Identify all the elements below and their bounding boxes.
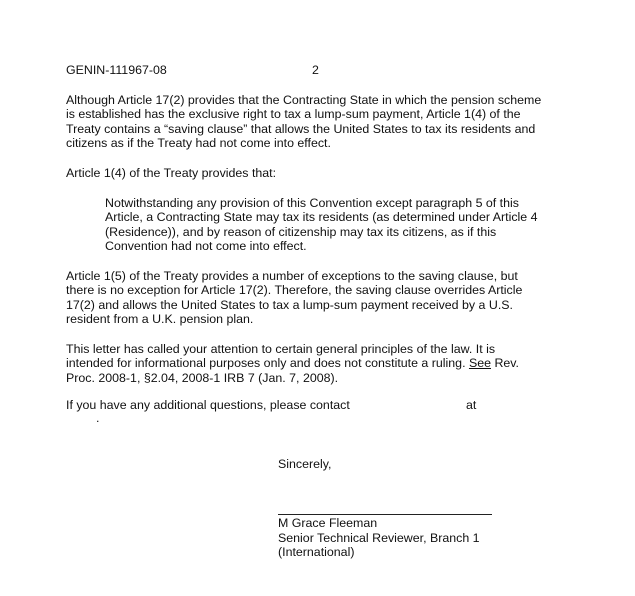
contact-at: at xyxy=(466,398,477,412)
para3-line: there is no exception for Article 17(2). Therefore, the saving clause overrides Article xyxy=(66,283,523,297)
quote-line: (Residence)), and by reason of citizenship may tax its citizens, as if this xyxy=(105,225,497,239)
para4-line: This letter has called your attention to certain general principles of the law. It is xyxy=(66,342,496,356)
salutation: Sincerely, xyxy=(278,457,332,471)
signer-name: M Grace Fleeman xyxy=(278,516,378,530)
signer-title: Senior Technical Reviewer, Branch 1 xyxy=(278,531,480,545)
para4-line2-rev: Rev. xyxy=(491,356,519,370)
para3-line: 17(2) and allows the United States to tax a lump-sum payment received by a U.S. xyxy=(66,298,513,312)
para2-text: Article 1(4) of the Treaty provides that: xyxy=(66,166,277,180)
page-number: 2 xyxy=(312,63,319,77)
quote-line: Article, a Contracting State may tax its residents (as determined under Article 4 xyxy=(105,210,538,224)
para4-line2-text: intended for informational purposes only and does not constitute a ruling. xyxy=(66,356,469,370)
quote-line: Convention had not come into effect. xyxy=(105,239,307,253)
document-id: GENIN-111967-08 xyxy=(66,63,167,77)
para3-line: Article 1(5) of the Treaty provides a number of exceptions to the saving clause, but xyxy=(66,269,518,283)
signer-division: (International) xyxy=(278,545,355,559)
see-citation-signal: See xyxy=(468,356,491,370)
para1-line: is established has the exclusive right to tax a lump-sum payment, Article 1(4) of the xyxy=(66,107,521,121)
contact-text: If you have any additional questions, please contact xyxy=(66,398,350,412)
para4-line: Proc. 2008-1, §2.04, 2008-1 IRB 7 (Jan. 7, 2008). xyxy=(66,371,339,385)
para4-line xyxy=(66,356,519,371)
para1-line: Treaty contains a “saving clause” that allows the United States to tax its residents and xyxy=(66,122,536,136)
para1-line: Although Article 17(2) provides that the Contracting State in which the pension scheme xyxy=(66,93,542,107)
contact-period: . xyxy=(96,411,100,425)
para1-line: citizens as if the Treaty had not come into effect. xyxy=(66,136,331,150)
signature-line xyxy=(278,514,492,515)
quote-line: Notwithstanding any provision of this Convention except paragraph 5 of this xyxy=(105,196,519,210)
para3-line: resident from a U.K. pension plan. xyxy=(66,312,254,326)
